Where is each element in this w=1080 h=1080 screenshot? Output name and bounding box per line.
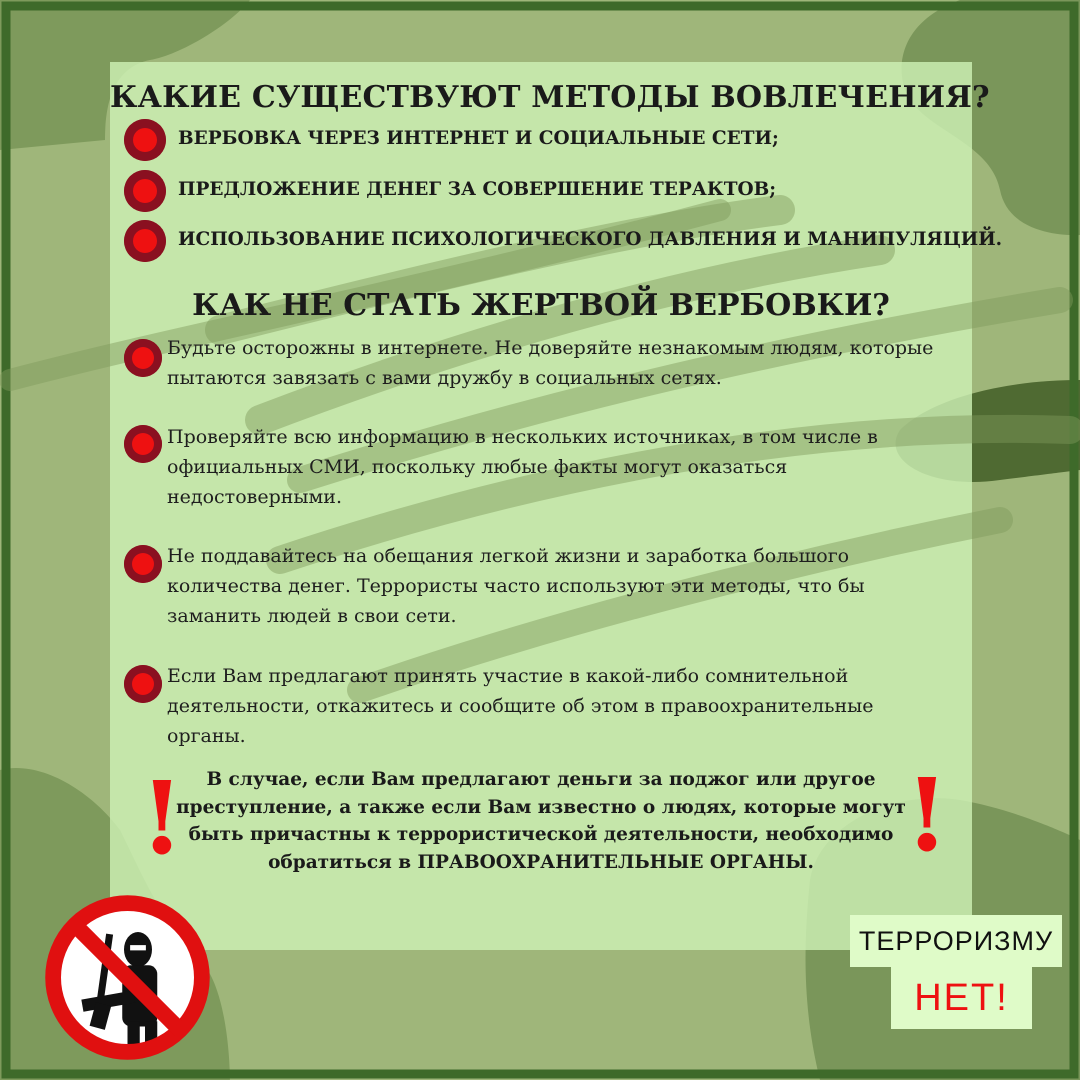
bullet-icon [124,119,166,161]
bullet-icon [124,220,166,262]
badge-line1: ТЕРРОРИЗМУ [850,915,1062,967]
bullet-icon [124,665,162,703]
method-item: ИСПОЛЬЗОВАНИЕ ПСИХОЛОГИЧЕСКОГО ДАВЛЕНИЯ И МАНИПУЛЯЦИЙ. [178,229,1003,250]
heading-methods: КАКИЕ СУЩЕСТВУЮТ МЕТОДЫ ВОВЛЕЧЕНИЯ? [110,80,990,115]
bullet-icon [124,545,162,583]
heading-protect: КАК НЕ СТАТЬ ЖЕРТВОЙ ВЕРБОВКИ? [192,288,890,323]
method-item: ВЕРБОВКА ЧЕРЕЗ ИНТЕРНЕТ И СОЦИАЛЬНЫЕ СЕТИ; [178,128,779,149]
bullet-icon [124,425,162,463]
badge-line2: НЕТ! [891,967,1032,1029]
notice-text: В случае, если Вам предлагают деньги за поджог или другое преступление, а также если Вам известно о людях, которые могут быть причастны к террористической деятельности, необходимо обратиться в ПРАВООХРАНИТЕЛЬНЫЕ ОРГАНЫ. [176,769,906,873]
exclamation-icon: ! [905,756,949,874]
tip-item: Будьте осторожны в интернете. Не доверяйте незнакомым людям, которые пытаются завязать с вами дружбу в социальных сетях. [167,337,934,389]
method-item: ПРЕДЛОЖЕНИЕ ДЕНЕГ ЗА СОВЕРШЕНИЕ ТЕРАКТОВ; [178,179,777,200]
no-terrorism-icon [40,890,215,1065]
tip-item: Если Вам предлагают принять участие в какой-либо сомнительной деятельности, откажитесь и сообщите об этом в правоохранительные органы. [167,665,874,747]
tip-item: Проверяйте всю информацию в нескольких источниках, в том числе в официальных СМИ, поскольку любые факты могут оказаться недостоверными. [167,426,878,508]
bullet-icon [124,170,166,212]
bullet-icon [124,339,162,377]
exclamation-icon: ! [140,759,184,877]
tip-item: Не поддавайтесь на обещания легкой жизни и заработка большого количества денег. Террористы часто используют эти методы, что бы заманить людей в свои сети. [167,545,865,627]
